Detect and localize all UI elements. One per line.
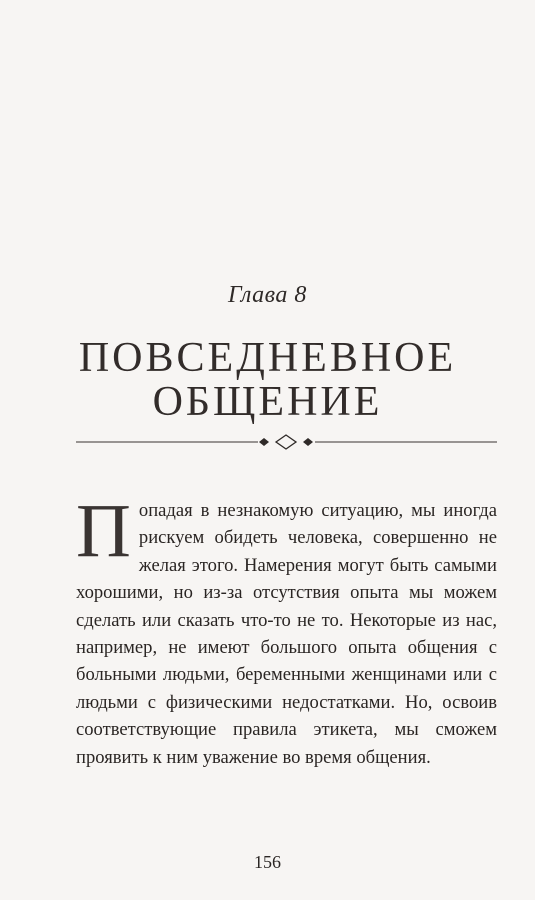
chapter-title-line-1: ПОВСЕДНЕВНОЕ <box>78 335 457 381</box>
body-paragraph <box>76 489 497 771</box>
drop-cap: П <box>76 489 131 573</box>
chapter-label: Глава 8 <box>228 282 307 308</box>
page-number: 156 <box>254 852 281 872</box>
diamond-ornament-icon <box>76 432 497 452</box>
ornamental-divider <box>76 432 497 452</box>
chapter-title-line-2: ОБЩЕНИЕ <box>152 379 383 425</box>
paragraph-text: опадая в незнакомую ситуацию, мы иногда рискуем обидеть человека, совершенно не желая этого. Намерения могут быть самыми хорошими, но из-за отсутствия опыта мы можем сделать или сказать что-то не то. Некоторые из нас, например, не имеют большого опыта общения с больными людьми, беременными женщинами или с людьми с физическими недостатками. Но, освоив соответствующие правила этикета, мы сможем проявить к ним уважение во время общения. <box>76 500 497 768</box>
chapter-title <box>0 336 535 424</box>
